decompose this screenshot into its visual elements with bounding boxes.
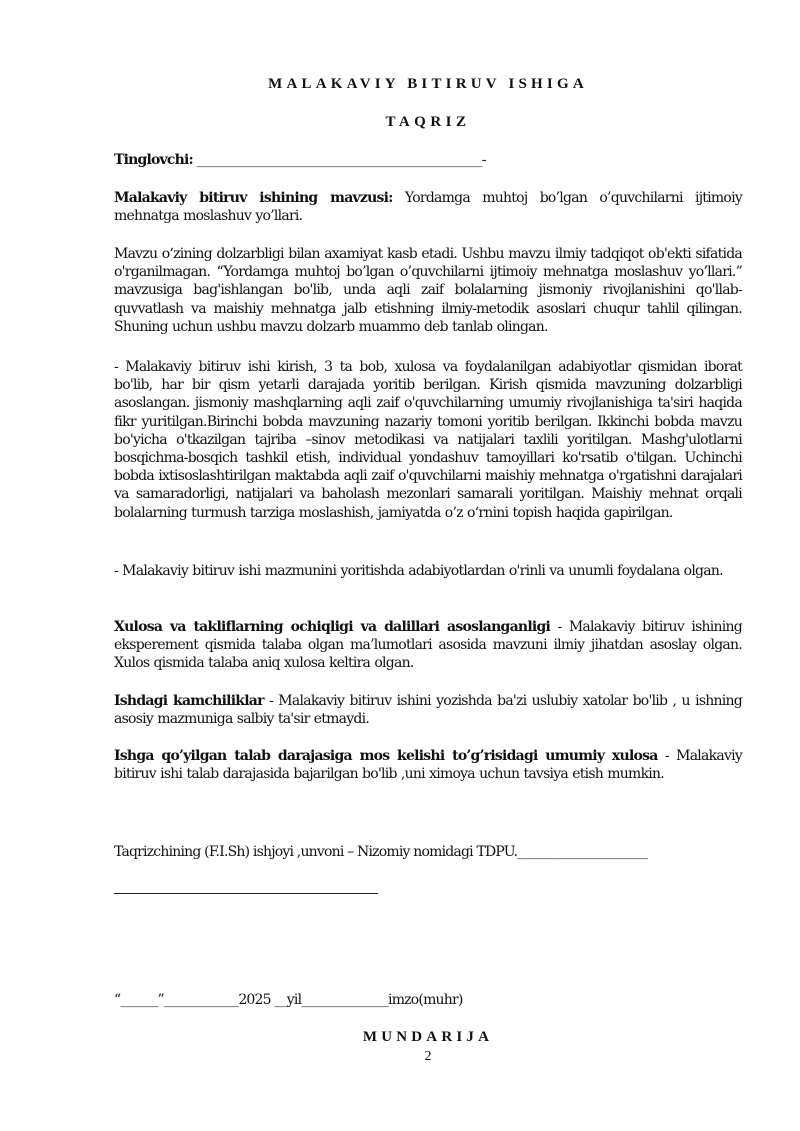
- shortcomings-paragraph: [114, 692, 742, 728]
- general-conclusion-paragraph: [114, 747, 742, 783]
- page-number: 2: [424, 1049, 432, 1064]
- relevance-paragraph: Mavzu o‘zining dolzarbligi bilan axamiyat kasb etadi. Ushbu mavzu ilmiy tadqiqot ob'ekti sifatida o'rganilmagan. “Yordamga muhtoj bo’lgan o’quvchilarni ijtimoiy mehnatga moslashuv yo’llari.” mavzusiga bag'ishlangan bo'lib, unda aqli zaif bolalarning jismoniy rivojlanishini qo'llab-quvvatlash va maishiy mehnatga jalb etishning ilmiy-metodik asoslari chuqur tahlil qilingan. Shuning uchun ushbu mavzu dolzarb muammo deb tanlab olingan.: [114, 246, 742, 335]
- conclusion-paragraph: [114, 618, 742, 673]
- student-label: Tinglovchi:: [114, 152, 193, 168]
- student-blank: ______________________________________________-: [196, 152, 486, 168]
- topic-text: Yordamga muhtoj bo’lgan o’quvchilarni ijtimoiy mehnatga moslashuv yo’llari.: [114, 190, 743, 225]
- document-title: MALAKAVIY BITIRUV ISHIGA: [268, 76, 588, 92]
- shortcomings-label: Ishdagi kamchiliklar: [114, 693, 264, 709]
- student-line: [114, 151, 742, 169]
- literature-paragraph: - Malakaviy bitiruv ishi mazmunini yoritishda adabiyotlardan o'rinli va unumli foydalana olgan.: [114, 563, 723, 579]
- structure-paragraph: - Malakaviy bitiruv ishi kirish, 3 ta bob, xulosa va foydalanilgan adabiyotlar qismidan iborat bo'lib, har bir qism yetarli darajada yoritib berilgan. Kirish qismida mavzuning dolzarbligi asoslangan. jismoniy mashqlarning aqli zaif o'quvchilarning umumiy rivojlanishiga ta'siri haqida fikr yuritilgan.Birinchi bobda mavzuning nazariy tomoni yoritib berilgan. Ikkinchi bobda mavzu bo'yicha o'tkazilgan tajriba –sinov metodikasi va natijalari taxlili yoritilgan. Mashg'ulotlarni bosqichma-bosqich tashkil etish, individual yondashuv tamoyillari ko'rsatib o'tilgan. Uchinchi bobda ixtisoslashtirilgan maktabda aqli zaif o'quvchilarni maishiy mehnatga o'rgatishni darajalari va samaradorligi, natijalari va baholash mezonlari samarali yoritilgan. Maishiy mehnat orqali bolalarning turmush tarziga moslashish, jamiyatda o’z o‘rnini topish haqida gapirilgan.: [114, 359, 742, 521]
- reviewer-line: Taqrizchining (F.I.Sh) ishjoyi ,unvoni – Nizomiy nomidagi TDPU._____________________: [114, 844, 648, 860]
- signature-line: “______”____________2025 __yil______________imzo(muhr): [114, 992, 463, 1008]
- general-conclusion-text: - Malakaviy bitiruv ishi talab darajasida bajarilgan bo'lib ,uni ximoya uchun tavsiya etish mumkin.: [114, 748, 743, 783]
- shortcomings-text: - Malakaviy bitiruv ishini yozishda ba'zi uslubiy xatolar bo'lib , u ishning asosiy mazmuniga salbiy ta'sir etmaydi.: [114, 693, 742, 728]
- topic-label: Malakaviy bitiruv ishining mavzusi:: [114, 190, 393, 206]
- conclusion-label: Xulosa va takliflarning ochiqligi va dalillari asoslanganligi: [114, 619, 551, 635]
- document-subtitle: TAQRIZ: [385, 114, 471, 130]
- signature-separator: [114, 893, 378, 894]
- general-conclusion-label: Ishga qo’yilgan talab darajasiga mos kelishi to’g’risidagi umumiy xulosa: [114, 748, 658, 764]
- topic-paragraph: [114, 189, 742, 225]
- conclusion-text: - Malakaviy bitiruv ishining eksperement qismida talaba olgan ma’lumotlari asosida mavzuni ilmiy jihatdan asoslay olgan. Xulos qismida talaba aniq xulosa keltira olgan.: [114, 619, 742, 672]
- next-section-heading: MUNDARIJA: [362, 1029, 494, 1045]
